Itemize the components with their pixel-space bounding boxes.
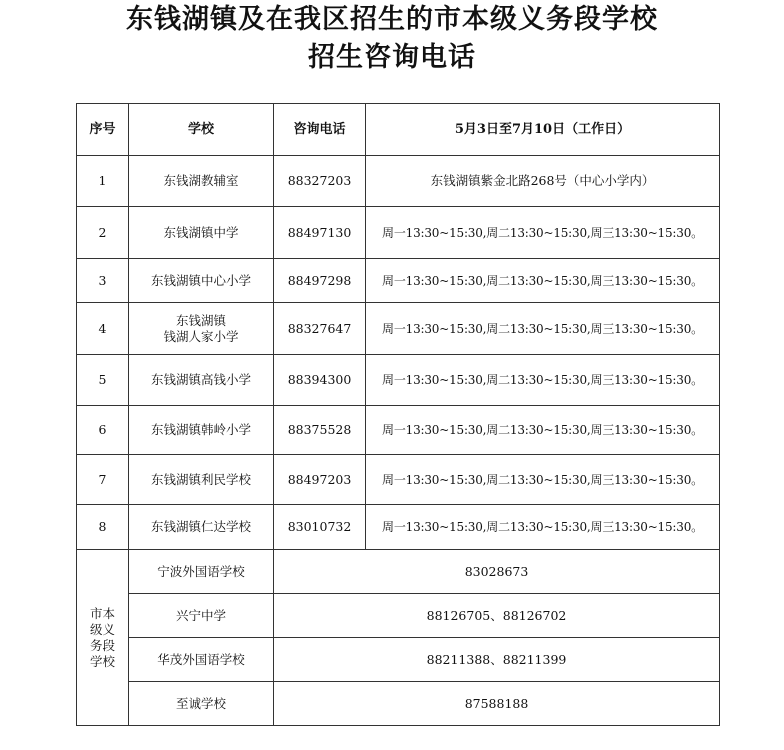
municipal-school: 至诚学校 [129,682,274,726]
row-index: 4 [77,303,129,355]
table-row [77,156,720,207]
row-index: 5 [77,355,129,406]
row-hours: 周一13:30~15:30,周二13:30~15:30,周三13:30~15:30。 [366,207,720,259]
municipal-phone: 88126705、88126702 [274,594,720,638]
row-hours: 周一13:30~15:30,周二13:30~15:30,周三13:30~15:30。 [366,355,720,406]
table-row [77,207,720,259]
table-row [77,406,720,455]
row-school: 东钱湖镇韩岭小学 [129,406,274,455]
municipal-school: 宁波外国语学校 [129,550,274,594]
row-school: 东钱湖镇中心小学 [129,259,274,303]
header-index: 序号 [77,104,129,156]
row-index: 3 [77,259,129,303]
table-row [77,355,720,406]
table-row [77,505,720,550]
municipal-phone: 87588188 [274,682,720,726]
document-title: 东钱湖镇及在我区招生的市本级义务段学校 [126,4,658,35]
row-phone: 88394300 [274,355,366,406]
municipal-group-label: 市本 级义 务段 学校 [77,550,129,726]
header-phone: 咨询电话 [274,104,366,156]
municipal-row [77,550,720,594]
header-period: 5月3日至7月10日（工作日） [366,104,720,156]
municipal-phone: 88211388、88211399 [274,638,720,682]
row-school: 东钱湖镇利民学校 [129,455,274,505]
document-subtitle: 招生咨询电话 [308,42,476,73]
row-hours: 周一13:30~15:30,周二13:30~15:30,周三13:30~15:30。 [366,505,720,550]
row-index: 6 [77,406,129,455]
row-school: 东钱湖镇仁达学校 [129,505,274,550]
row-school: 东钱湖教辅室 [129,156,274,207]
municipal-row [77,594,720,638]
municipal-row [77,682,720,726]
row-phone: 88497130 [274,207,366,259]
row-hours: 周一13:30~15:30,周二13:30~15:30,周三13:30~15:30。 [366,259,720,303]
header-school: 学校 [129,104,274,156]
row-phone: 88497203 [274,455,366,505]
row-phone: 88327203 [274,156,366,207]
row-index: 8 [77,505,129,550]
table-header-row [77,104,720,156]
municipal-school: 华茂外国语学校 [129,638,274,682]
row-index: 7 [77,455,129,505]
row-school: 东钱湖镇 钱湖人家小学 [129,303,274,355]
consultation-phone-table [76,103,720,726]
row-hours: 周一13:30~15:30,周二13:30~15:30,周三13:30~15:30。 [366,455,720,505]
row-hours: 周一13:30~15:30,周二13:30~15:30,周三13:30~15:30。 [366,406,720,455]
row-school: 东钱湖镇高钱小学 [129,355,274,406]
municipal-phone: 83028673 [274,550,720,594]
row-phone: 83010732 [274,505,366,550]
row-school: 东钱湖镇中学 [129,207,274,259]
row-index: 2 [77,207,129,259]
table-row [77,455,720,505]
municipal-school: 兴宁中学 [129,594,274,638]
row-index: 1 [77,156,129,207]
table-row [77,259,720,303]
row-hours: 周一13:30~15:30,周二13:30~15:30,周三13:30~15:30。 [366,303,720,355]
row-phone: 88375528 [274,406,366,455]
row-phone: 88497298 [274,259,366,303]
table-row [77,303,720,355]
row-info: 东钱湖镇紫金北路268号（中心小学内） [366,156,720,207]
municipal-row [77,638,720,682]
row-phone: 88327647 [274,303,366,355]
